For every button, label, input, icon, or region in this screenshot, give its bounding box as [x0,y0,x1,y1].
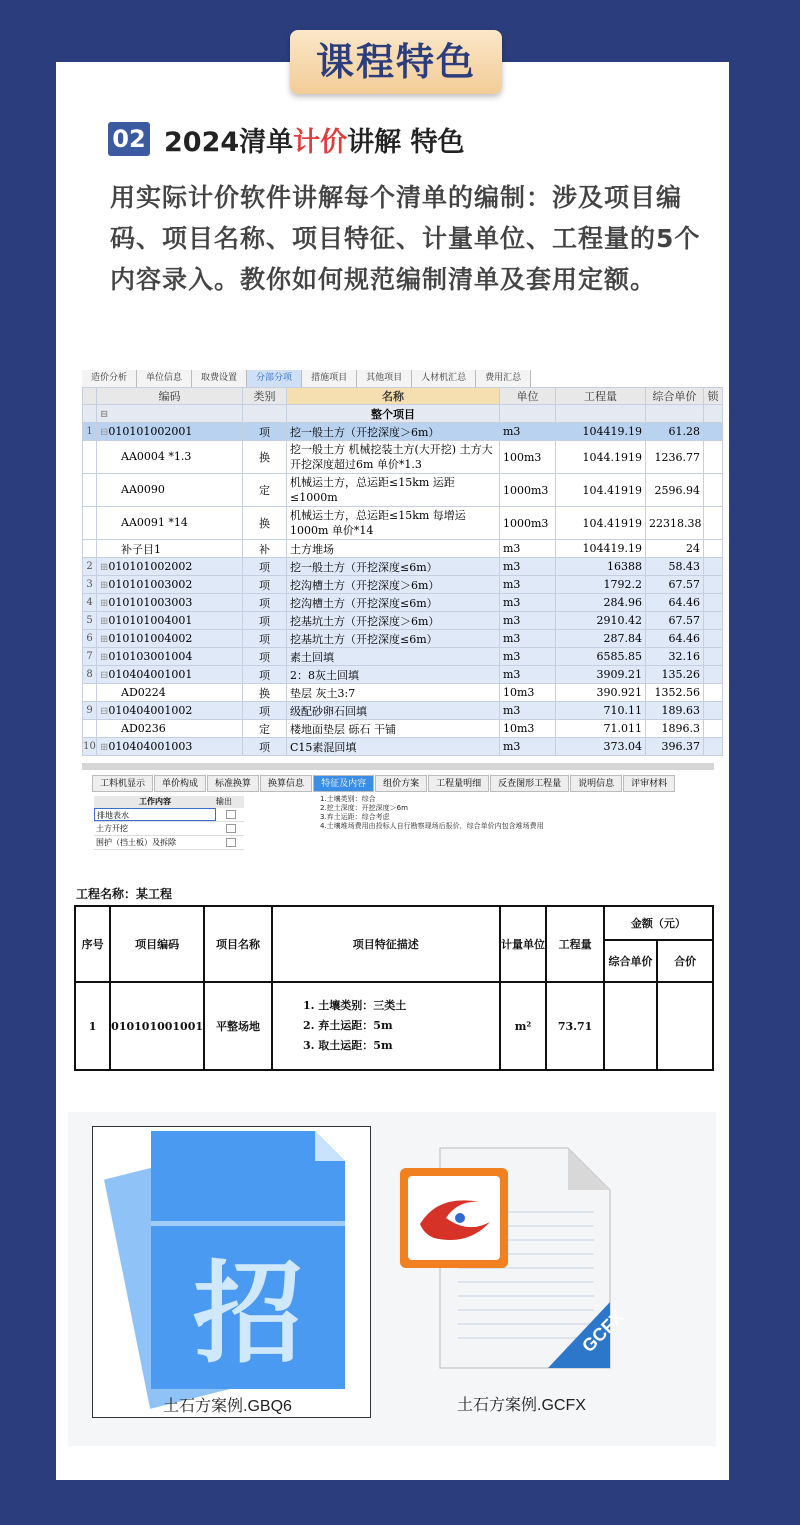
file-icons-panel [68,1112,716,1446]
row-name: 楼地面垫层 砾石 干铺 [287,720,500,738]
col-name[interactable]: 名称 [287,388,500,405]
hdr-code: 项目编码 [110,906,204,982]
row-index: 6 [83,630,97,648]
row-code [97,423,243,441]
top-tab-bar [82,370,531,387]
row-unit: 1000m3 [500,474,556,507]
row-qty: 104419.19 [556,423,646,441]
row-qty: 104.41919 [556,507,646,540]
tab-2[interactable]: 取费设置 [192,370,247,387]
row-lock [704,720,723,738]
hdr-qty: 工程量 [546,906,603,982]
row-total [657,982,713,1070]
pricing-software-screenshot [82,366,719,860]
row-lock [704,540,723,558]
table-row[interactable] [83,594,723,612]
gcfx-file-icon[interactable] [398,1142,628,1372]
row-unit: m3 [500,702,556,720]
row-code [97,630,243,648]
row-type: 项 [243,630,287,648]
row-qty: 390.921 [556,684,646,702]
tab-6[interactable]: 人材机汇总 [412,370,476,387]
row-qty: 2910.42 [556,612,646,630]
row-price: 1236.77 [646,441,704,474]
group-row[interactable]: ⊟ 整个项目 [83,405,723,423]
table-row[interactable] [83,423,723,441]
work-item-label: 土方开挖 [96,824,128,833]
expand-toggle-icon[interactable]: ⊞ [100,562,109,573]
code-text: 010404001001 [108,668,193,681]
row-qty: 73.71 [546,982,603,1070]
row-index: 5 [83,612,97,630]
row-name: 平整场地 [204,982,272,1070]
row-unit: m3 [500,540,556,558]
code-text: 010404001002 [108,704,193,717]
tab-3[interactable]: 分部分项 [247,370,302,387]
row-code [97,720,243,738]
row-lock [704,684,723,702]
row-unit: 10m3 [500,684,556,702]
row-type: 换 [243,684,287,702]
row-lock [704,576,723,594]
row-desc [272,982,500,1070]
row-index [83,684,97,702]
row-code [97,576,243,594]
row-unit: m3 [500,594,556,612]
hdr-total: 合价 [657,940,713,982]
row-lock [704,666,723,684]
table-row[interactable] [83,684,723,702]
row-qty: 71.011 [556,720,646,738]
table-row[interactable] [83,630,723,648]
row-qty: 104419.19 [556,540,646,558]
bottom-tab-4[interactable]: 特征及内容 [313,775,374,792]
row-qty: 16388 [556,558,646,576]
row-lock [704,612,723,630]
row-type: 换 [243,507,287,540]
row-qty: 104.41919 [556,474,646,507]
row-type: 项 [243,702,287,720]
row-code [97,558,243,576]
col-index [83,388,97,405]
row-name: C15素混回填 [287,738,500,756]
row-unit: m3 [500,612,556,630]
row-price: 64.46 [646,594,704,612]
desc-line: 1. 土壤类别：三类土 [302,999,407,1012]
row-qty: 1792.2 [556,576,646,594]
row-name: 挖沟槽土方（开挖深度＞6m） [287,576,500,594]
code-text: 010101003002 [108,578,193,591]
row-type: 项 [243,576,287,594]
code-text: AD0236 [121,722,166,735]
row-name: 挖基坑土方（开挖深度≤6m） [287,630,500,648]
table-row[interactable] [83,738,723,756]
section-number: 02 [108,122,150,156]
row-lock [704,648,723,666]
bottom-tab-bar [92,775,676,792]
expand-toggle-icon[interactable]: ⊞ [100,742,109,753]
hdr-seq: 序号 [75,906,110,982]
row-type: 项 [243,666,287,684]
row-code [97,594,243,612]
work-item-row[interactable] [94,836,244,850]
feature-line: 2.挖土深度：开挖深度＞6m [320,804,408,812]
col-qty[interactable]: 工程量 [556,388,646,405]
row-type: 项 [243,738,287,756]
feature-line: 4.土壤堆场费用由投标人自行勘察现场后报价，综合单价内包含堆场费用 [320,822,544,830]
row-type: 项 [243,558,287,576]
row-qty: 710.11 [556,702,646,720]
row-unit: m² [500,982,547,1070]
row-price: 1896.3 [646,720,704,738]
row-code [97,540,243,558]
row-price: 24 [646,540,704,558]
bottom-tab-1[interactable]: 单价构成 [154,775,206,792]
tab-0[interactable]: 造价分析 [82,370,137,387]
code-text: AA0090 [121,483,165,496]
title-suffix: 讲解 特色 [347,126,465,158]
row-lock [704,558,723,576]
row-unit: m3 [500,630,556,648]
horizontal-scrollbar[interactable] [82,763,714,770]
bottom-tab-3[interactable]: 换算信息 [260,775,312,792]
expand-toggle-icon[interactable]: ⊞ [100,598,109,609]
row-index [83,720,97,738]
row-price: 67.57 [646,612,704,630]
row-name: 挖基坑土方（开挖深度＞6m） [287,612,500,630]
row-unit: m3 [500,666,556,684]
bottom-tab-2[interactable]: 标准换算 [207,775,259,792]
work-item-row[interactable] [94,822,244,836]
row-type: 补 [243,540,287,558]
bill-item-grid [82,387,719,756]
output-checkbox[interactable] [226,824,236,833]
table-row[interactable] [83,666,723,684]
row-index [83,540,97,558]
gbq-glyph: 招 [193,1250,303,1378]
code-text: 010101004001 [108,614,193,627]
row-price: 58.43 [646,558,704,576]
gbq6-file-icon [93,1127,372,1419]
project-name: 工程名称：某工程 [76,887,173,901]
output-checkbox[interactable] [226,810,236,819]
bottom-tab-8[interactable]: 说明信息 [570,775,622,792]
row-lock [704,474,723,507]
section-heading [108,121,465,157]
work-content-header: 工作内容 [139,797,171,806]
row-lock [704,738,723,756]
expand-toggle-icon[interactable]: ⊞ [100,634,109,645]
gbq6-file-name: 土石方案例.GBQ6 [163,1398,292,1415]
row-price: 32.16 [646,648,704,666]
code-text: AA0091 *14 [121,516,188,529]
row-code [97,684,243,702]
bottom-tab-0[interactable]: 工料机显示 [92,775,153,792]
row-type: 项 [243,648,287,666]
expand-toggle-icon[interactable]: ⊟ [100,427,109,438]
hdr-amount: 金额（元） [604,906,713,940]
hdr-name: 项目名称 [204,906,272,982]
work-item-label: 排地表水 [94,808,216,821]
col-price[interactable]: 综合单价 [646,388,704,405]
row-unit: 1000m3 [500,507,556,540]
row-index: 1 [83,423,97,441]
bill-row [75,982,713,1070]
row-code [97,507,243,540]
item-features-text[interactable] [320,795,544,831]
row-qty: 1044.1919 [556,441,646,474]
gcfx-badge: GCFX [578,1306,628,1357]
hdr-desc: 项目特征描述 [272,906,500,982]
code-text: AD0224 [121,686,166,699]
row-index [83,441,97,474]
bottom-tab-5[interactable]: 组价方案 [375,775,427,792]
desc-line: 3. 取土运距：5m [302,1039,393,1052]
col-code[interactable]: 编码 [97,388,243,405]
row-price: 396.37 [646,738,704,756]
row-lock [704,702,723,720]
col-lock[interactable]: 锁 [704,388,723,405]
row-qty: 6585.85 [556,648,646,666]
row-seq: 1 [75,982,110,1070]
table-row[interactable] [83,648,723,666]
tab-5[interactable]: 其他项目 [357,370,412,387]
row-unit: m3 [500,738,556,756]
tab-4[interactable]: 措施项目 [302,370,357,387]
hdr-unit: 计量单位 [500,906,547,982]
row-unit: m3 [500,423,556,441]
row-code [97,441,243,474]
row-index: 9 [83,702,97,720]
row-type: 项 [243,423,287,441]
tab-1[interactable]: 单位信息 [137,370,192,387]
row-name: 机械运土方，总运距≤15km 运距≤1000m [287,474,500,507]
row-price: 135.26 [646,666,704,684]
row-price: 22318.38 [646,507,704,540]
course-feature-banner: 课程特色 [290,30,502,94]
title-highlight: 计价 [293,126,348,158]
table-row[interactable] [83,612,723,630]
row-type: 定 [243,720,287,738]
hdr-unit-price: 综合单价 [604,940,658,982]
row-code [97,474,243,507]
code-text: 010101003003 [108,596,193,609]
gcfx-file-name: 土石方案例.GCFX [457,1397,586,1414]
table-row[interactable] [83,720,723,738]
row-price: 189.63 [646,702,704,720]
table-row[interactable] [83,507,723,540]
row-name: 素土回填 [287,648,500,666]
code-text: 补子目1 [121,542,161,556]
gbq6-file[interactable] [92,1126,371,1418]
row-name: 2：8灰土回填 [287,666,500,684]
work-item-label: 围护（挡土板）及拆除 [96,838,176,847]
code-text: 010103001004 [108,650,193,663]
row-index [83,474,97,507]
code-text: AA0004 *1.3 [121,450,192,463]
row-unit: m3 [500,558,556,576]
row-index: 7 [83,648,97,666]
feature-line: 3.弃土运距：综合考虑 [320,813,390,821]
row-name: 挖一般土方（开挖深度≤6m） [287,558,500,576]
row-lock [704,423,723,441]
row-code [97,738,243,756]
output-checkbox[interactable] [226,838,236,847]
output-header: 输出 [216,797,232,806]
tab-7[interactable]: 费用汇总 [476,370,531,387]
table-row[interactable] [83,702,723,720]
row-unit-price [604,982,658,1070]
expand-toggle-icon[interactable]: ⊞ [100,580,109,591]
row-name: 挖一般土方（开挖深度＞6m） [287,423,500,441]
row-lock [704,441,723,474]
work-item-row[interactable] [94,808,244,822]
row-price: 61.28 [646,423,704,441]
row-index: 8 [83,666,97,684]
row-qty: 373.04 [556,738,646,756]
row-name: 土方堆场 [287,540,500,558]
row-index [83,507,97,540]
expand-toggle-icon[interactable]: ⊞ [100,616,109,627]
table-row[interactable] [83,540,723,558]
row-type: 换 [243,441,287,474]
row-qty: 287.84 [556,630,646,648]
expand-toggle-icon[interactable]: ⊟ [100,670,109,681]
table-row[interactable] [83,474,723,507]
row-unit: 10m3 [500,720,556,738]
row-index: 2 [83,558,97,576]
row-unit: 100m3 [500,441,556,474]
table-row[interactable] [83,576,723,594]
group-label: 整个项目 [287,405,500,423]
row-code [97,666,243,684]
row-name: 级配砂卵石回填 [287,702,500,720]
row-type: 项 [243,612,287,630]
row-code: 010101001001 [110,982,204,1070]
row-unit: m3 [500,576,556,594]
section-title [164,120,465,159]
code-text: 010404001003 [108,740,193,753]
row-name: 机械运土方，总运距≤15km 每增运1000m 单价*14 [287,507,500,540]
row-price: 67.57 [646,576,704,594]
row-qty: 3909.21 [556,666,646,684]
code-text: 010101002002 [108,560,193,573]
expand-toggle-icon[interactable]: ⊟ [100,706,109,717]
bottom-tab-7[interactable]: 反查图形工程量 [490,775,569,792]
row-type: 定 [243,474,287,507]
row-unit: m3 [500,648,556,666]
bottom-tab-9[interactable]: 评审材料 [623,775,675,792]
row-code [97,702,243,720]
row-name: 挖一般土方 机械挖装土方(大开挖) 土方大开挖深度超过6m 单价*1.3 [287,441,500,474]
feature-line: 1.土壤类别：综合 [320,795,376,803]
row-lock [704,594,723,612]
table-row[interactable] [83,441,723,474]
work-content-panel [94,796,244,850]
row-code [97,648,243,666]
desc-line: 2. 弃土运距：5m [302,1019,393,1032]
bottom-tab-6[interactable]: 工程量明细 [428,775,489,792]
row-index: 10 [83,738,97,756]
code-text: 010101002001 [108,425,193,438]
section-description: 用实际计价软件讲解每个清单的编制：涉及项目编码、项目名称、项目特征、计量单位、工程量的5个内容录入。教你如何规范编制清单及套用定额。 [110,183,701,294]
row-lock [704,507,723,540]
col-unit[interactable]: 单位 [500,388,556,405]
row-code [97,612,243,630]
table-row[interactable] [83,558,723,576]
row-lock [704,630,723,648]
row-price: 2596.94 [646,474,704,507]
row-price: 1352.56 [646,684,704,702]
row-qty: 284.96 [556,594,646,612]
expand-toggle-icon[interactable]: ⊞ [100,652,109,663]
row-index: 4 [83,594,97,612]
row-name: 挖沟槽土方（开挖深度≤6m） [287,594,500,612]
code-text: 010101004002 [108,632,193,645]
row-index: 3 [83,576,97,594]
row-name: 垫层 灰土3:7 [287,684,500,702]
row-price: 64.46 [646,630,704,648]
col-type[interactable]: 类别 [243,388,287,405]
printed-bill-form [68,875,716,1078]
row-type: 项 [243,594,287,612]
title-prefix: 2024清单 [164,126,294,158]
